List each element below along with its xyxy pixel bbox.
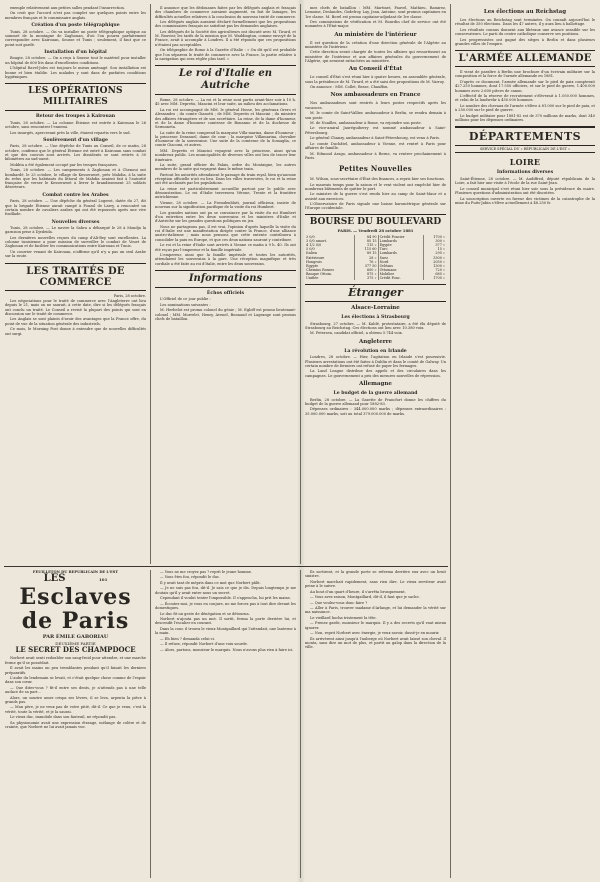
- section-heading: Au Conseil d'État: [348, 66, 403, 73]
- paragraph: Saint-Étienne, 28 octobre. — M. Audiffred, député républicain de la Loire, a fait hier une visite à l'école de la rue Saint-Jean.: [455, 177, 595, 186]
- bourse-table: [305, 235, 446, 280]
- paragraph: Les dernières nouvelles reçues du camp d'Ali-Bey sont excellentes. La colonne tunisienne a pour mission de surveiller le combat de Vouet de Zaghouan et de faciliter les communications entre Kairouan et Tunis.: [5, 235, 146, 249]
- region-heading: LOIRE: [509, 157, 541, 168]
- paragraph: Les insurgés, apercevant près la ville, étaient repartis vers le sud.: [10, 130, 131, 135]
- serial-les: [5, 573, 146, 585]
- bourse-row: [305, 276, 446, 280]
- column-rule: [150, 570, 151, 878]
- paragraph: — Que dites-vous ? fit-il entre ses dents, je n'attends pas à une telle audace de sa part...: [5, 685, 146, 695]
- paragraph: L'empereur, ainsi que la famille impériale et toutes les autorités, attendaient les souverains à la gare. Une réception magnifique et très cordiale a été faite au roi d'Italie, entre les deux souverains.: [155, 252, 296, 266]
- bourse-cell: 1700 »: [423, 235, 446, 239]
- bourse-cell: 300 »: [423, 239, 446, 243]
- paragraph: La suite, grand officier du Palais, ordre du Montaigne, les autres membres de la suite qui voyagent dans le même train.: [155, 163, 296, 172]
- paragraph: MM. Depretis et Mancini voyagent avec la princesse, ainsi qu'un nombreux public. Les municipalités de diverses villes ont lieu de tracer leur itinéraire.: [155, 148, 296, 162]
- paragraph: Ce mois, le Morning Post donne à entendre que de nouvelles difficultés ont surgi.: [5, 327, 146, 336]
- bourse-cell: Nord: [378, 260, 423, 264]
- feuilleton-column-1: [5, 570, 146, 876]
- paragraph: Le nombre des chevaux de l'armée s'élève à 81.000 sur le pied de paix, et à 250.000 sur le pied de guerre.: [455, 103, 595, 113]
- bourse-cell: 377 50: [354, 264, 378, 268]
- paragraph: Les progressistes ont gagné des sièges à Berlin et dans plusieurs grandes villes de l'empire.: [455, 37, 595, 46]
- bourse-cell: Hongrois: [306, 259, 322, 264]
- feuilleton-column-3: [305, 570, 446, 876]
- headline-informations: Informations: [155, 270, 296, 288]
- paragraph: On télégraphie de Rome à la Gazette d'Italie : « On dit qu'il est probable que l'on séparera le traité de commerce avec la France, la partie relative à la navigation qui sera réglée plus tard. »: [155, 48, 296, 61]
- headline-armee-allemande: L'ARMÉE ALLEMANDE: [455, 50, 595, 67]
- bourse-cell: Suez: [378, 256, 423, 260]
- feuilleton-number: 101: [99, 577, 108, 583]
- paragraph: M. Wilson, sous-secrétaire d'État des finances, a repris hier ses fonctions.: [310, 177, 445, 182]
- bourse-cell: 295 »: [423, 251, 446, 255]
- paragraph: M. Edmond Arago, ambassadeur à Berne, va rentrer prochainement à Paris.: [305, 151, 446, 160]
- bourse-cell: 2050 »: [423, 260, 446, 264]
- paragraph: Cette direction serait chargée de toutes les affaires qui ressortissent au ministère de l'intérieur et aux affaires générales du gouvernement de l'Algérie, qui seraient rattachées au ministère.: [305, 50, 446, 64]
- paragraph: Les résultats connus donnent aux libéraux une avance sensible sur les conservateurs. Le parti du centre catholique conserve ses positions.: [455, 27, 595, 37]
- section-heading: Nos ambassadeurs en France: [330, 92, 421, 99]
- col1-intro: [5, 6, 146, 20]
- bourse-cell: 1700 »: [423, 276, 446, 280]
- paragraph: Les délégués de la Société des agriculteurs ont discuté avec M. Tirard, et M. Rouvier, les tarifs de la mission que M. Waddington, comme envoyé de la France, avait à accomplir à Londres. Il a été répondu que ces propositions n'étaient pas acceptables.: [155, 29, 296, 47]
- bourse-cell: 720 »: [423, 268, 446, 272]
- bourse-cell: Italien: [306, 251, 318, 256]
- page-fold: [297, 0, 305, 882]
- paragraph: Tunis, 28 octobre. — La colonne Étienne est entrée à Kairouan le 26 octobre, sans rencontrer l'ennemi.: [5, 120, 146, 130]
- headline-traites: LES TRAITÉS DE COMMERCE: [5, 263, 146, 291]
- paragraph: Norbert avait senti redoubler son sang-froid pour attendre, et une marche ferme qu'il se possédait.: [5, 656, 146, 665]
- paragraph: exemple relativement aux petites salles pendant l'insurrection.: [10, 6, 125, 10]
- feuilleton-column-2: [155, 570, 296, 876]
- paragraph: Des commissions de vérification et M. Bourdin chef de service ont été nommées à l'État-major.: [305, 20, 446, 29]
- column-rule: [300, 4, 301, 564]
- bourse-cell: 5 0/0: [306, 247, 315, 252]
- paragraph: Tunis, 28 octobre. — Le navire la Sahra a débarqué le 28 à Mondja la garnison prise à Djedeida.: [5, 226, 146, 235]
- headline-departements: DÉPARTEMENTS: [455, 126, 595, 146]
- section-heading: Au ministère de l'intérieur: [334, 31, 417, 38]
- paragraph: Les grandes nations ont pu se convaincre par la visite du roi Humbert d'un entretien entre les deux souverains et les ministres d'Italie et d'Autriche sur les grandes questions politiques en jeu.: [155, 210, 296, 224]
- paragraph: La suite de la reine comprend la marquise Villa-marina, dame d'honneur ; la princesse Desanuel, dame de cour ; la marquise Villamarina, chevalier d'honneur de la souveraine. Une suite de la comtesse de la Somaglia, ce comte Giacomi, et autres.: [155, 130, 296, 148]
- paragraph: — Non, reprit Norbert avec énergie, je veux savoir, dussé-je en mourir.: [310, 631, 440, 636]
- bourse-cell: 84 90: [354, 235, 378, 239]
- section-heading: Retour des troupes à Kairouan: [35, 114, 116, 120]
- bourse-cell: 685 »: [423, 272, 446, 276]
- paragraph: Dans la cour, il trouva le vieux Montgaillard qui l'attendait, une lanterne à la main.: [155, 626, 296, 636]
- paragraph: Il est question de la création d'une direction générale de l'Algérie au ministère de l'intérieur.: [305, 40, 446, 49]
- section-heading: Création d'un poste télégraphique: [31, 23, 120, 29]
- feuilleton-header: FEUILLETON DU RÉPUBLICAIN DE L'EST: [32, 570, 119, 574]
- paragraph: Les délégués anglais auraient déclaré formellement que les propositions des commissaires français ne satisfont pas les demandes anglaises.: [155, 20, 296, 29]
- paragraph: Il avait les mains un peu tremblantes pendant qu'il faisait les derniers préparatifs.: [5, 666, 146, 675]
- paragraph: La reine est particulièrement accueillie partout par le public avec démonstration. Le roi d'Italie traversera Vérone, Trente et la frontière autrichienne.: [155, 186, 296, 200]
- bourse-cell: Mobilier: [378, 272, 423, 276]
- paragraph: Le général Chanzy, ambassadeur à Saint-Pétersbourg, est venu à Paris.: [310, 136, 440, 141]
- bourse-cell: 3 0/0 amort.: [306, 239, 328, 244]
- section-heading: La révolution en Irlande: [344, 348, 407, 354]
- paragraph: Le mauvais temps pour la saison et le vent violent ont empêché hier de nombreux bâtiments de quitter le port.: [305, 182, 446, 191]
- bourse-cell: Banque Ottom.: [306, 271, 332, 276]
- bourse-cell: 375 »: [354, 276, 378, 280]
- country-heading: Angleterre: [358, 338, 393, 345]
- serial-author: PAR ÉMILE GABORIAU: [42, 633, 109, 640]
- serial-title: Esclaves de Paris: [19, 583, 132, 634]
- paragraph: — Eh bien ? demanda celui-ci.: [160, 636, 216, 641]
- paragraph: L'hôpital Ravel-Jules est toujours le mieux aménagé. Son installation est bonne et bien établie. Les malades y sont dans de parfaites conditions hygiéniques.: [5, 66, 146, 79]
- paragraph: Le vieux duc, immobile dans son fauteuil, ne répondit pas.: [10, 715, 117, 720]
- paragraph: — Je ne suis pas fou, dit-il. Je sais ce que je dis. Depuis longtemps je me doutais qu'il y avait entre nous un secret.: [155, 586, 296, 595]
- paragraph: Les élections au Reichstag sont terminées. On connaît aujourd'hui le résultat de 350 élections. Dans les 47 autres, il y aura lieu à ballottage.: [455, 18, 595, 27]
- section-heading: Les élections au Reichstag: [483, 9, 567, 15]
- serial-les-word: LES: [43, 573, 66, 585]
- bourse-cell: Lombards: [378, 251, 423, 255]
- paragraph: — Que voulez-vous donc faire ?: [310, 600, 368, 605]
- paragraph: Cependant il voulut tenter l'impossible. Il s'approcha, lui prit les mains.: [160, 596, 291, 601]
- paragraph: Ils arrivèrent ainsi jusqu'à l'auberge où Norbert avait laissé son cheval. Il monta, sans dire un mot de plus, et partit au galop dans la direction de la ville.: [305, 636, 446, 650]
- headline-roi-italie: Le roi d'Italie en Autriche: [155, 65, 296, 95]
- bourse-cell: Unifiée: [306, 275, 319, 280]
- column-4: [455, 6, 595, 878]
- paragraph: On annonce : MM. Collet, Besse, Chauffon.: [310, 85, 389, 90]
- paragraph: — Vous ne me croyez pas ? reprit le jeune homme.: [160, 570, 253, 574]
- section-heading: Informations diverses: [496, 170, 554, 176]
- paragraph: — Vous avez raison, Montgaillard, dit-il, il faut que je sache.: [310, 595, 420, 600]
- paragraph: Les Anglais se sont plaints d'avoir des avantages que la France offre, du point de vue de la situation générale des industriels.: [5, 317, 146, 326]
- paragraph: La roi est accompagné de MM. le général Hosse, les généraux Orero et Alessandro ; du comte Gianotti ; de MM. Depretis et Mancini ; du ministre des affaires étrangères et de son secrétaire. La reine, de la dame d'honneur, et de la dame d'honneur comtesse de Bonanno et de la duchesse de Sermoneta.: [155, 107, 296, 130]
- paragraph: Ils sortirent, et la grande porte se referma derrière eux avec un bruit sinistre.: [305, 570, 446, 579]
- column-rule: [300, 570, 301, 878]
- paragraph: Le vieillard hocha tristement la tête.: [310, 615, 377, 620]
- paragraph: Nous ne partageons pas, il est vrai, l'opinion d'après laquelle la visite du roi d'Italie est une manifestation dirigée contre la France, d'une alliance austro-italienne ; mais nous pensons que cette entente contribuera à consolider la paix en Europe, et que ces deux nations sauront y contribuer.: [155, 224, 296, 242]
- section-heading: Combat contre les Arabes: [42, 192, 109, 198]
- paragraph: L'effectif de la réserve de recrutement s'élèverait à 1.050.000 hommes, et celui de la landwehr à 450.000 hommes.: [455, 94, 595, 103]
- feuilleton-rule: [4, 566, 448, 567]
- headline-etranger: Étranger: [305, 284, 446, 302]
- paragraph: Mokhta a été également occupé par les troupes françaises.: [10, 162, 118, 167]
- paragraph: Partout les autorités attendaient le passage du train royal, bien qu'aucune réception officielle n'ait eu lieu. Dans les villes traversées, le roi et la reine ont été acclamés par les populations.: [155, 172, 296, 186]
- paragraph: Il annonce que les dédouanes faites par les délégués anglais et français des chambres de commerce auraient augmenté, en fait de lainages, les difficultés actuelles relatives à la conclusion du nouveau traité de commerce.: [155, 6, 296, 19]
- bourse-cell: Ottomane: [378, 268, 423, 272]
- paragraph: Berlin, 28 octobre. — La Gazette de Francfort donne les chiffres du budget de la guerre allemand pour 1882-83.: [305, 397, 446, 406]
- paragraph: Les nominations suivantes :: [160, 302, 211, 307]
- bourse-cell: Crédit Fonc.: [378, 276, 423, 280]
- paragraph: Alors, un sourire amer crispa ses lèvres, il se leva, arpenta la pièce à grands pas.: [5, 695, 146, 704]
- bourse-cell: Orléans: [378, 264, 423, 268]
- paragraph: Rome, 28 octobre. — La roi et la reine sont partis avant-hier soir à 10 h. 45 avec MM. Depretis, Mancini et leur suite, au milieu des acclamations.: [155, 98, 296, 107]
- paragraph: On croit que l'accord n'est pas complet sur quelques points entre les membres français et le commissaire anglais.: [5, 11, 146, 20]
- paragraph: M. de Noailles, ambassadeur à Rome, va rejoindre son poste.: [310, 120, 422, 125]
- bourse-cell: 15 »: [423, 247, 446, 251]
- column-1: [5, 6, 146, 562]
- bourse-cell: 1300 »: [423, 264, 446, 268]
- section-heading: Le budget de la guerre allemand: [333, 391, 418, 397]
- paragraph: Tunis, 28 octobre. — On va installer un poste télégraphique optique au sommet de la montagne de Zaghouan, d'où l'on pourra parfaitement correspondre avec Kairouan, Sousse et Tunis ; seulement, il faut que ce point soit gardé.: [5, 29, 146, 47]
- paragraph: Au bout d'un quart d'heure, il s'arrêta brusquement.: [310, 589, 406, 594]
- paragraph: Paris, 28 octobre. — Une dépêche du général Logerot, datée du 27, dit que la brigade Étienne aurait campé à Fouzol de Larry, a rencontré un certain nombre de cavaliers arabes qui ont été repoussés après une vive fusillade.: [5, 199, 146, 217]
- paragraph: Tunis, 28 octobre. — Les campements à Zaghouan et à Chenoui ont bombardé, le 25 octobre, le village de Kesserawet, près Mahdia, à la suite du refus que les habitants du littoral de Mahdia avaient fait à l'autorité française de verser le Kesserawet à livrer le brandissement 25 soldats déserteurs.: [5, 168, 146, 190]
- paragraph: Vienne, 28 octobre. — La Fremdenblatt, journal officieux, insiste de nouveau sur la signification pacifique de la visite du roi Humbert.: [155, 200, 296, 210]
- bourse-cell: Egypte: [378, 243, 423, 247]
- paragraph: Strasbourg, 27 octobre. — M. Kablé, protestataire, a été élu député de Strasbourg au Reichstag. Ces élections ont lieu avec 10.380 voix.: [305, 321, 446, 330]
- section-heading: Les élections à Strasbourg: [341, 315, 410, 321]
- paragraph: Nos ambassadeurs sont rentrés à leurs postes respectifs après les vacances.: [305, 101, 446, 110]
- bourse-cell: 3 0/0: [306, 235, 315, 240]
- paragraph: L'Officiel de ce jour publie :: [160, 297, 211, 302]
- paragraph: — Aller à Paris, trouver madame d'Arlange, et lui demander la vérité sur ma naissance.: [305, 606, 446, 615]
- paragraph: M. Petersen, candidat officiel, a obtenu 5.744 voix.: [310, 331, 403, 336]
- paragraph: Un courrier venant de Kairouan, n'affirme qu'il n'y a pas un seul Arabe sur la route.: [5, 249, 146, 259]
- paragraph: Le conseil d'État s'est réuni hier à quatre heures, en assemblée générale, sous la présidence de M. Tirard, et a été saisi des propositions de M. Varroy.: [305, 75, 446, 84]
- paragraph: L'Observatoire de Paris signale une baisse barométrique générale sur l'Europe occidentale.: [305, 202, 446, 211]
- paragraph: Il vient de paraître à Berlin une brochure d'un écrivain militaire sur la composition et la force de l'armée allemande en 1881.: [455, 70, 595, 79]
- paragraph: La Land League distribue des appels et des circulaires dans les campagnes. Le gouvernement a pris des mesures nouvelles de répression.: [305, 369, 446, 378]
- paragraph: Norbert n'ajouta pas un mot. Il sortit, ferma la porte derrière lui, et descendit l'escalier en courant.: [155, 616, 296, 626]
- paragraph: — Écoutez-moi, je vous en conjure, ne me forcez pas à tout dire devant les domestiques.: [155, 601, 296, 611]
- paragraph: La souscription ouverte en faveur des victimes de la catastrophe de la mine du Puits-Jabin s'élève actuellement à 48.250 fr.: [455, 196, 595, 205]
- bourse-cell: 89 15: [354, 251, 378, 255]
- dept-service-line: SERVICE SPÉCIAL DU « RÉPUBLICAIN DE L'EST »: [455, 147, 595, 153]
- bourse-cell: 28 »: [354, 256, 378, 260]
- column-2: [155, 6, 296, 562]
- country-heading: Alsace-Lorraine: [351, 305, 400, 312]
- section-heading: Installation d'un hôpital: [44, 49, 107, 55]
- paragraph: Londres, 28 octobre. — Hier, l'agitation en Irlande s'est poursuivie. Plusieurs arrestations ont été faites à Dublin et dans le comté de Galway. Un certain nombre de fermiers ont refusé de payer les fermages.: [305, 355, 446, 368]
- country-heading: Allemagne: [359, 381, 392, 388]
- bourse-cell: Egypte: [306, 263, 319, 268]
- headline-operations: LES OPÉRATIONS MILITAIRES: [5, 83, 146, 111]
- paragraph: Sa physionomie avait une expression étrange, mélange de colère et de crainte, que Norbert ne lui avait jamais vue.: [5, 720, 146, 729]
- paragraph: Le vice-amiral Jauréguiberry est nommé ambassadeur à Saint-Pétersbourg.: [305, 126, 446, 135]
- paragraph: Le budget militaire pour 1881-82 est de 370 millions de marks, dont 340 millions pour les dépenses ordinaires.: [455, 113, 595, 122]
- bourse-cell: 3300 »: [423, 256, 446, 260]
- paragraph: — Prenez garde, monsieur le marquis. Il y a des secrets qu'il vaut mieux ignorer.: [305, 621, 446, 630]
- column-rule: [150, 4, 151, 564]
- bourse-cell: Extérieure: [306, 255, 325, 260]
- paragraph: D'après ce document, l'armée allemande sur le pied de paix compterait 427.250 hommes, dont 17.550 officiers, et sur le pied de guerre, 1.400.000 hommes avec 2.600 pièces de canon.: [455, 79, 595, 93]
- section-heading: Échos officiels: [206, 290, 245, 296]
- bourse-cell: 115 »: [354, 243, 378, 247]
- paragraph: Paris, 28 octobre.: [113, 293, 146, 298]
- column-rule: [450, 380, 451, 878]
- paragraph: — Vous êtes fou, répondit le duc.: [160, 575, 221, 580]
- serial-part: DEUXIÈME PARTIE: [55, 640, 96, 646]
- paragraph: Le duc fit un geste de dénégation et se détourna.: [160, 611, 250, 616]
- section-heading: Nouvelles diverses: [51, 219, 100, 225]
- paragraph: M. Herbelot est promu colonel du génie ; M. Egloff est promu lieutenant-colonel ; MM. Morrelet, Henry, Avenel, Bonnaud et Lagrange sont promus chefs de bataillon.: [155, 308, 296, 322]
- bourse-cell: 600 »: [354, 268, 378, 272]
- bourse-cell: Crédit Foncier: [378, 235, 423, 239]
- bourse-cell: Lombards: [378, 239, 423, 243]
- serial-chapter: LE SECRET DES CHAMPDOCE: [15, 645, 136, 655]
- bourse-cell: Chemins Russes: [306, 267, 335, 272]
- section-heading: Soulèvement d'un village: [43, 137, 108, 143]
- bourse-title: BOURSE DU BOULEVARD: [305, 214, 446, 228]
- bourse-cell: Turc: [378, 247, 423, 251]
- headline-petites-nouvelles: Petites Nouvelles: [339, 164, 412, 174]
- paragraph: — Il refuse, répondit Norbert d'une voix sourde.: [160, 642, 248, 647]
- paragraph: Les négociations pour le traité de commerce avec l'Angleterre ont lieu depuis le 21, mais on ne saurait, à cette date, dire si les délégués français ont conclu un traité. Le Conseil a revisé la plupart des points qui sont en discussion sur le traité de commerce.: [5, 299, 146, 316]
- bourse-cell: 875 »: [354, 272, 378, 276]
- bourse-date: PARIS. — Vendredi 28 octobre 1881: [337, 227, 414, 233]
- paragraph: Paris, 28 octobre. — Une dépêche de Tunis au Conseil, de ce matin, 28 octobre, confirme que le général Étienne est entré à Kairouan sans combat et que des convois sont arrivés. Les dissidents se sont retirés à 30 kilomètres au sud-ouest.: [5, 144, 146, 162]
- paragraph: Norbert marchait rapidement, sans rien dire. Le vieux serviteur avait peine à le suivre.: [305, 579, 446, 589]
- paragraph: Le comte Duchâtel, ambassadeur à Vienne, est rentré à Paris pour affaires de famille.: [305, 141, 446, 151]
- paragraph: Dépenses ordinaires : 344.000.000 marks ; dépenses extraordinaires : 35.000.000 marks, soit au total 379.000.000 de marks.: [305, 407, 446, 416]
- paragraph: — Alors, partons, monsieur le marquis. Nous n'avons plus rien à faire ici.: [160, 647, 294, 652]
- paragraph: Bougie, 28 octobre. — On a reçu à Sousse tout le matériel pour installer un hôpital de 600 lits dans d'excellentes conditions.: [5, 56, 146, 65]
- column-3: [305, 6, 446, 562]
- paragraph: M. le comte de Saint-Vallier, ambassadeur à Berlin, se rendra demain à son poste.: [305, 111, 446, 120]
- bourse-cell: 76 »: [354, 260, 378, 264]
- paragraph: mes chefs de bataillon : MM. Martinet, Fauvel, Mathieu, Ramirez, Lemoine, Deslandes, Godefroy, Lay, Jean, Antoine, sont promus capitaines en 1re classe. M. Borel est promu capitaine-adjudant de 1re classe.: [305, 6, 446, 19]
- bourse-cell: 85 15: [354, 239, 378, 243]
- paragraph: Le roi et la reine d'Italie sont arrivés à Vienne ce matin à 9 h. 40. Ils ont été reçus par l'empereur et la famille impériale.: [155, 243, 296, 252]
- bourse-cell: 115 60: [354, 247, 378, 251]
- paragraph: L'aube du lendemain se levait, et c'était quelque chose comme de l'espoir dans son cœur.: [5, 676, 146, 685]
- paragraph: Le conseil municipal s'est réuni hier soir sous la présidence du maire. Plusieurs questions d'administration ont été discutées.: [455, 186, 595, 196]
- paragraph: Le ministre de la guerre s'est rendu hier au camp de Saint-Maur et a assisté aux exercices.: [305, 192, 446, 201]
- bourse-cell: 4 1/2 0/0: [306, 243, 322, 248]
- paragraph: — Mon père, je ne veux pas de votre pitié, dit-il. Ce que je veux, c'est la vérité, toute la vérité, et je la saurai.: [5, 705, 146, 714]
- bourse-cell: 377 »: [423, 243, 446, 247]
- paragraph: Il y avait tant de mépris dans ce mot que Norbert pâlit.: [160, 580, 261, 585]
